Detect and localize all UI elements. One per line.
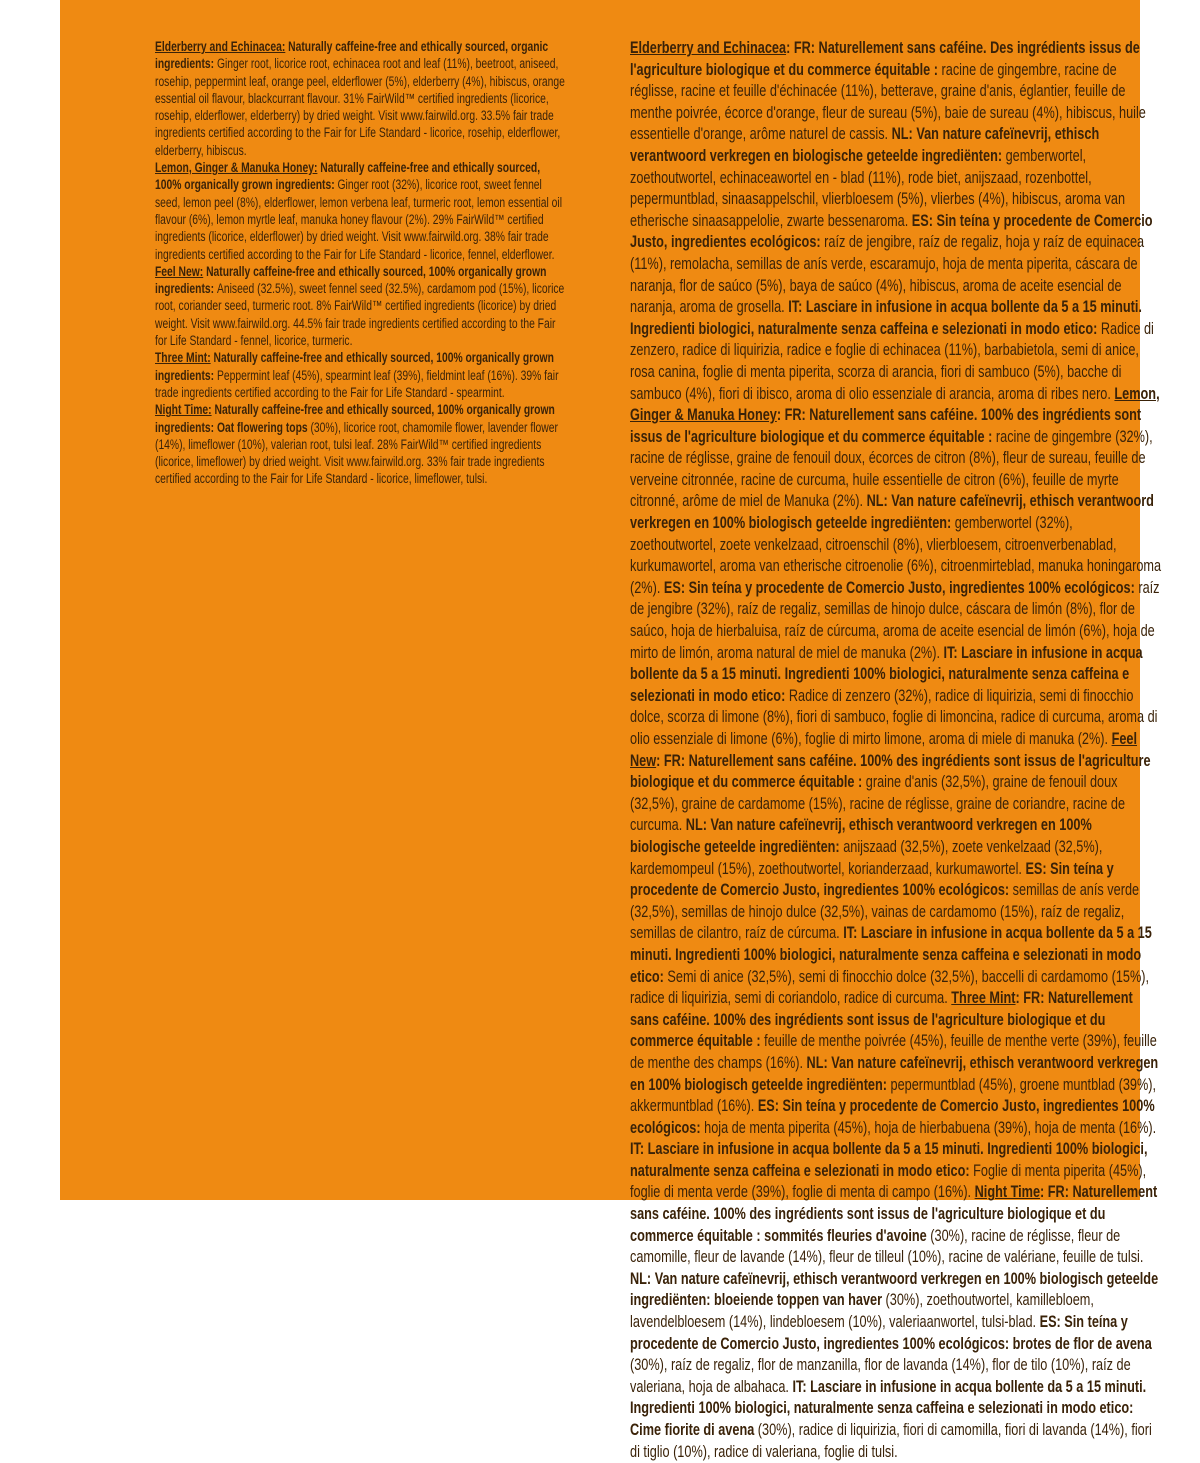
ingredient-list: anijszaad (32,5%), zoete venkelzaad (32,5%), kardemompeul (15%), zoethoutwortel, korianderzaad, kurkumawortel. <box>630 837 1103 878</box>
language-claim: NL: Van nature cafeïnevrij, ethisch verantwoord verkregen en 100% biologisch geteelde ingrediënten: <box>630 1053 1159 1094</box>
ingredient-list: pepermuntblad (45%), groene muntblad (39%), akkermuntblad (16%). <box>630 1075 1157 1116</box>
ingredient-paragraph <box>155 38 568 159</box>
language-claim: NL: Van nature cafeïnevrij, ethisch verantwoord verkregen en 100% biologische geteelde ingrediënten: <box>630 816 1092 856</box>
ingredient-list: graine d'anis (32,5%), graine de fenouil doux (32,5%), graine de cardamome (15%), racine de réglisse, graine de coriandre, racine de curcuma. <box>630 773 1126 835</box>
ingredient-list: Aniseed (32.5%), sweet fennel seed (32.5%), cardamom pod (15%), licorice root, coriander seed, turmeric root. 8% FairWild™ certified ingredients (licorice) by dried weight. Visit www.fairwild.org. 44.5% fair trade ingredients certified according to the Fair for Life Standard - fennel, licorice, turmeric. <box>155 281 565 349</box>
ingredient-claim: Naturally caffeine-free and ethically sourced, 100% organically grown ingredients: <box>155 350 554 383</box>
language-claim: NL: Van nature cafeïnevrij, ethisch verantwoord verkregen en 100% biologisch geteelde ingrediënten: <box>630 492 1154 533</box>
blend-heading: Feel New <box>630 730 1138 770</box>
language-claim: : FR: Naturellement sans caféine. 100% des ingrédients sont issus de l'agriculture biologique et du commerce équitable : <box>630 751 1151 792</box>
ingredient-list: raíz de jengibre, raíz de regaliz, hoja y raíz de equinacea (11%), remolacha, semillas de anís verde, escaramujo, hoja de menta piperita, cáscara de naranja, flor de saúco (5%), baya de saúco (4%), hibiscus, aroma de aceite esencial de naranja, aroma de grosella. <box>630 233 1145 317</box>
language-claim: IT: Lasciare in infusione in acqua bollente da 5 a 15 minuti. Ingredienti 100% biologici, naturalmente senza caffeina e selezionati in modo etico: <box>630 924 1152 986</box>
language-claim: NL: Van nature cafeïnevrij, ethisch verantwoord verkregen en biologische geteelde ingrediënten: <box>630 125 1100 165</box>
ingredient-list: Ginger root (32%), licorice root, sweet fennel seed, lemon peel (8%), elderflower, lemon verbena leaf, turmeric root, lemon essential oil flavour (6%), lemon myrtle leaf, manuka honey flavour (2%). 29% FairWild™ certified ingredients (licorice, elderflower) by dried weight. Visit www.fairwild.org. 38% fair trade ingredients certified according to the Fair for Life Standard - licorice, fennel, elderflower. <box>155 177 562 262</box>
language-claim: ES: Sin teína y procedente de Comercio Justo, ingredientes 100% ecológicos: <box>630 1097 1155 1137</box>
ingredient-list: Ginger root, licorice root, echinacea root and leaf (11%), beetroot, aniseed, rosehip, peppermint leaf, orange peel, elderflower (5%), elderberry (4%), hibiscus, orange essential oil flavour, blackcurrant flavour. 31% FairWild™ certified ingredients (licorice, rosehip, elderflower, elderberry) by dried weight. Visit www.fairwild.org. 33.5% fair trade ingredients certified according to the Fair for Life Standard - licorice, rosehip, elderflower, elderberry, hibiscus. <box>155 56 565 158</box>
ingredient-list: (30%), raíz de regaliz, flor de manzanilla, flor de lavanda (14%), flor de tilo (10%), raíz de valeriana, hoja de albahaca. <box>630 1356 1131 1396</box>
language-claim: NL: Van nature cafeïnevrij, ethisch verantwoord verkregen en 100% biologisch geteelde ingrediënten: bloeiende toppen van haver <box>630 1269 1159 1310</box>
ingredient-claim: Naturally caffeine-free and ethically sourced, 100% organically grown ingredients: <box>155 160 541 193</box>
language-claim: IT: Lasciare in infusione in acqua bollente da 5 a 15 minuti. Ingredienti 100% biologici, naturalmente senza caffeina e selezionati in modo etico: Cime fiorite di avena <box>630 1377 1147 1439</box>
ingredient-list: feuille de menthe poivrée (45%), feuille de menthe verte (39%), feuille de menthe des champs (16%). <box>630 1032 1157 1072</box>
ingredient-list: Radice di zenzero, radice di liquirizia, radice e foglie di echinacea (11%), barbabietola, semi di anice, rosa canina, foglie di menta piperita, scorza di arancia, fiori di sambuco (5%), bacche di sambuco (4%), fiori di ibisco, aroma di olio essenziale di arancia, aroma di ribes nero. <box>630 319 1154 403</box>
ingredient-paragraph <box>155 401 568 487</box>
blend-heading: Night Time <box>974 1183 1041 1202</box>
blend-heading: Three Mint <box>951 989 1016 1008</box>
ingredient-paragraph <box>155 159 568 263</box>
multilingual-ingredients-column <box>630 38 1161 1463</box>
blend-heading: Three Mint: <box>155 350 211 366</box>
ingredient-list: gemberwortel, zoethoutwortel, echinaceawortel en - blad (11%), rode biet, anijszaad, rozenbottel, pepermuntblad, sinaasappelschil, vlierbloesem (5%), vlierbes (4%), hibiscus, aroma van etherische sinaasappelolie, zwarte bessenaroma. <box>630 146 1126 230</box>
ingredient-list: hoja de menta piperita (45%), hoja de hierbabuena (39%), hoja de menta (16%). <box>704 1118 1157 1137</box>
ingredient-list: (30%), radice di liquirizia, fiori di camomilla, fiori di lavanda (14%), fiori di tiglio (10%), radice di valeriana, foglie di tulsi. <box>630 1421 1152 1461</box>
ingredient-claim: Naturally caffeine-free and ethically sourced, 100% organically grown ingredients: <box>155 263 547 297</box>
translations-paragraph <box>630 38 1161 1463</box>
blend-heading: Night Time: <box>155 402 212 418</box>
ingredient-list: racine de gingembre (32%), racine de réglisse, graine de fenouil doux, écorces de citron (8%), fleur de sureau, feuille de verveine citronnée, racine de curcuma, huile essentielle de citron (6%), feuille de myrte citronné, arôme de miel de Manuka (2%). <box>630 427 1153 511</box>
language-claim: IT: Lasciare in infusione in acqua bollente da 5 a 15 minuti. Ingredienti 100% biologici, naturalmente senza caffeina e selezionati in modo etico: <box>630 643 1143 705</box>
ingredient-list: raíz de jengibre (32%), raíz de regaliz, semillas de hinojo dulce, cáscara de limón (8%), flor de saúco, hoja de hierbaluisa, raíz de cúrcuma, aroma de aceite esencial de limón (6%), hoja de mirto de limón, aroma natural de miel de manuka (2%). <box>630 578 1160 662</box>
blend-heading: Elderberry and Echinacea <box>630 39 787 57</box>
ingredient-list: Semi di anice (32,5%), semi di finocchio dolce (32,5%), baccelli di cardamomo (15%), radice di liquirizia, semi di coriandolo, radice di curcuma. <box>630 967 1150 1008</box>
english-ingredients-column <box>155 38 568 488</box>
ingredient-list: semillas de anís verde (32,5%), semillas de hinojo dulce (32,5%), vainas de cardamomo (15%), raíz de regaliz, semillas de cilantro, raíz de cúrcuma. <box>630 881 1140 943</box>
ingredient-list: (30%), zoethoutwortel, kamillebloem, lavendelbloesem (14%), lindebloesem (10%), valeriaanwortel, tulsi-blad. <box>630 1291 1094 1332</box>
language-claim: ES: Sin teína y procedente de Comercio Justo, ingredientes 100% ecológicos: <box>630 859 1114 900</box>
language-claim: ES: Sin teína y procedente de Comercio Justo, ingredientes ecológicos: <box>630 211 1153 252</box>
language-claim: : FR: Naturellement sans caféine. 100% des ingrédients sont issus de l'agriculture biologique et du commerce équitable : sommités fleuries d'avoine <box>630 1183 1158 1245</box>
language-claim: ES: Sin teína y procedente de Comercio Justo, ingredientes 100% ecológicos: <box>663 578 1139 597</box>
language-claim: : FR: Naturellement sans caféine. Des ingrédients issus de l'agriculture biologique et du commerce équitable : <box>630 39 1140 79</box>
ingredient-claim: Naturally caffeine-free and ethically sourced, organic ingredients: <box>155 39 549 72</box>
ingredient-list: Radice di zenzero (32%), radice di liquirizia, semi di finocchio dolce, scorza di limone (8%), fiori di sambuco, foglie di limoncina, radice di curcuma, aroma di olio essenziale di limone (6%), foglie di mirto limone, aroma di miele di manuka (2%). <box>630 686 1158 748</box>
ingredient-paragraph <box>155 263 568 349</box>
ingredient-paragraph <box>155 349 568 401</box>
language-claim: ES: Sin teína y procedente de Comercio Justo, ingredientes 100% ecológicos: brotes de flor de avena <box>630 1313 1152 1353</box>
ingredient-list: Peppermint leaf (45%), spearmint leaf (39%), fieldmint leaf (16%). 39% fair trade ingredients certified according to the Fair for Life Standard - spearmint. <box>155 367 559 400</box>
ingredient-claim: Naturally caffeine-free and ethically sourced, 100% organically grown ingredients: Oat flowering tops <box>155 402 555 435</box>
blend-heading: Elderberry and Echinacea: <box>155 39 286 54</box>
ingredient-list: (30%), racine de réglisse, fleur de camomille, fleur de lavande (14%), fleur de tilleul (10%), racine de valériane, feuille de tulsi. <box>630 1226 1144 1267</box>
blend-heading: Feel New: <box>155 263 204 279</box>
blend-heading: Lemon, Ginger & Manuka Honey: <box>155 160 318 176</box>
language-claim: IT: Lasciare in infusione in acqua bollente da 5 a 15 minuti. Ingredienti 100% biologici, naturalmente senza caffeina e selezionati in modo etico: <box>630 1140 1148 1180</box>
language-claim: : FR: Naturellement sans caféine. 100% des ingrédients sont issus de l'agriculture biologique et du commerce équitable : <box>630 406 1142 446</box>
ingredient-list: Foglie di menta piperita (45%), foglie di menta verde (39%), foglie di menta di campo (16%). <box>630 1161 1147 1202</box>
language-claim: : FR: Naturellement sans caféine. 100% des ingrédients sont issus de l'agriculture biologique et du commerce équitable : <box>630 989 1133 1051</box>
packaging-panel <box>60 0 1162 1461</box>
blend-heading: Lemon, Ginger & Manuka Honey <box>630 384 1160 425</box>
ingredient-list: gemberwortel (32%), zoethoutwortel, zoete venkelzaad, citroenschil (8%), vlierbloesem, citroenverbenablad, kurkumawortel, aroma van etherische citroenolie (6%), citroenmirteblad, manuka honingaroma (2%). <box>630 514 1162 597</box>
ingredient-list: racine de gingembre, racine de réglisse, racine et feuille d'échinacée (11%), betterave, graine d'anis, églantier, feuille de menthe poivrée, écorce d'orange, fleur de sureau (5%), baie de sureau (4%), hibiscus, huile essentielle d'orange, arôme naturel de cassis. <box>630 60 1146 144</box>
language-claim: IT: Lasciare in infusione in acqua bollente da 5 a 15 minuti. Ingredienti biologici, naturalmente senza caffeina e selezionati in modo etico: <box>630 298 1142 338</box>
ingredient-list: (30%), licorice root, chamomile flower, lavender flower (14%), limeflower (10%), valerian root, tulsi leaf. 28% FairWild™ certified ingredients (licorice, limeflower) by dried weight. Visit www.fairwild.org. 33% fair trade ingredients certified according to the Fair for Life Standard - licorice, limeflower, tulsi. <box>155 419 558 487</box>
